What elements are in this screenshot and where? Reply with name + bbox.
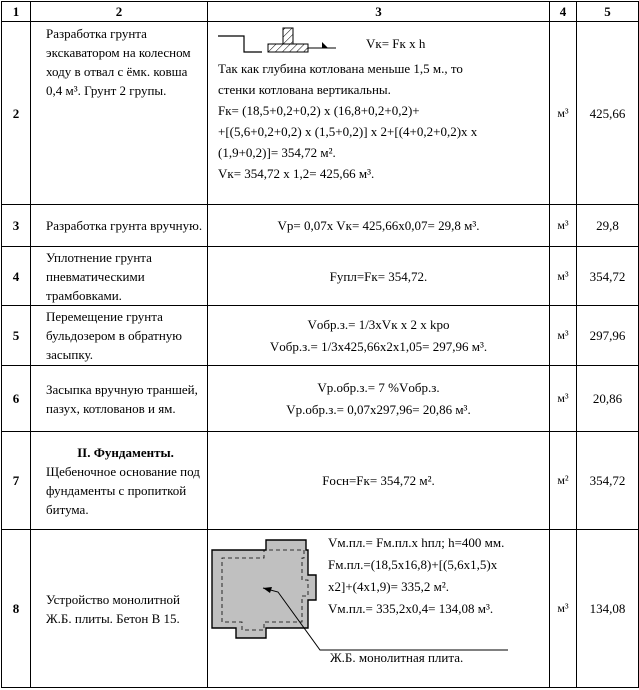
calc-line: Vр= 0,07x Vк= 425,66x0,07= 29,8 м³. (277, 218, 480, 233)
work-name: Разработка грунта вручную. (31, 205, 208, 247)
value-cell: 354,72 (577, 432, 639, 530)
work-name-text: Щебеночное основание под фундаменты с пропиткой битума. (46, 463, 200, 517)
calc-line: +[(5,6+0,2+0,2) x (1,5+0,2)] x 2+[(4+0,2+0,2)x x (218, 124, 478, 139)
calculation-cell (208, 22, 550, 205)
row-number: 8 (2, 530, 31, 688)
value-cell: 134,08 (577, 530, 639, 688)
calculation-cell (208, 366, 550, 432)
row-number: 5 (2, 306, 31, 366)
calc-line: Vм.пл.= 335,2x0,4= 134,08 м³. (328, 601, 494, 616)
row-number: 6 (2, 366, 31, 432)
header-col-2: 2 (31, 2, 208, 22)
table-row (2, 205, 639, 247)
table-row (2, 306, 639, 366)
calc-line: Так как глубина котлована меньше 1,5 м., то (218, 61, 463, 76)
unit-cell: м³ (550, 530, 577, 688)
value-cell: 425,66 (577, 22, 639, 205)
work-name: Засыпка вручную траншей, пазух, котлованов и ям. (31, 366, 208, 432)
calc-line: Fосн=Fк= 354,72 м². (322, 473, 435, 488)
calc-line: Vк= 354,72 x 1,2= 425,66 м³. (218, 166, 375, 181)
work-name: Перемещение грунта бульдозером в обратную засыпку. (31, 306, 208, 366)
work-name-text: Разработка грунта экскаватором на колесном ходу в отвал с ёмк. ковша 0,4 м³. Грунт 2 групы. (46, 26, 191, 98)
work-name: Уплотнение грунта пневматическими трамбовками. (31, 247, 208, 306)
unit-cell: м³ (550, 366, 577, 432)
row-number: 2 (2, 22, 31, 205)
calc-line: Vобр.з.= 1/3xVк x 2 x kро (307, 316, 450, 332)
calculation-cell (208, 306, 550, 366)
unit-cell: м³ (550, 22, 577, 205)
header-col-3: 3 (208, 2, 550, 22)
value-cell: 29,8 (577, 205, 639, 247)
excavation-section-icon (218, 24, 348, 58)
unit-cell: м³ (550, 205, 577, 247)
work-name (31, 22, 208, 205)
calc-line: Fупл=Fк= 354,72. (329, 268, 428, 284)
calc-line: x2]+(4x1,9)= 335,2 м². (328, 579, 450, 594)
value-cell: 354,72 (577, 247, 639, 306)
work-volume-table (1, 1, 639, 688)
main-formula: Vк= Fк x h (366, 36, 426, 51)
header-row (2, 2, 639, 22)
unit-cell: м² (550, 432, 577, 530)
table-row (2, 247, 639, 306)
calculation-cell (208, 432, 550, 530)
calc-line: стенки котлована вертикальны. (218, 82, 391, 97)
row-number: 3 (2, 205, 31, 247)
calc-line: Vр.обр.з.= 0,07x297,96= 20,86 м³. (286, 401, 471, 417)
calc-line: Fк= (18,5+0,2+0,2) x (16,8+0,2+0,2)+ (218, 103, 420, 118)
calc-line: (1,9+0,2)]= 354,72 м². (218, 145, 336, 160)
table-row (2, 432, 639, 530)
header-col-5: 5 (577, 2, 639, 22)
work-name: Устройство монолитной Ж.Б. плиты. Бетон В 15. (31, 530, 208, 688)
calc-line: Vр.обр.з.= 7 %Vобр.з. (317, 379, 440, 395)
calculation-cell (208, 247, 550, 306)
header-col-1: 1 (2, 2, 31, 22)
header-col-4: 4 (550, 2, 577, 22)
calculation-cell (208, 530, 550, 688)
row-number: 7 (2, 432, 31, 530)
section-title: II. Фундаменты. (77, 444, 174, 460)
unit-cell: м³ (550, 247, 577, 306)
slab-label: Ж.Б. монолитная плита. (330, 650, 464, 665)
calculation-cell (208, 205, 550, 247)
calc-line: Fм.пл.=(18,5x16,8)+[(5,6x1,5)x (328, 557, 498, 572)
work-name (31, 432, 208, 530)
table-row (2, 530, 639, 688)
calc-line: Vм.пл.= Fм.пл.x hпл; h=400 мм. (328, 535, 505, 550)
value-cell: 297,96 (577, 306, 639, 366)
value-cell: 20,86 (577, 366, 639, 432)
row-number: 4 (2, 247, 31, 306)
table-row (2, 366, 639, 432)
calc-line: Vобр.з.= 1/3x425,66x2x1,05= 297,96 м³. (269, 338, 488, 354)
unit-cell: м³ (550, 306, 577, 366)
table-row (2, 22, 639, 205)
